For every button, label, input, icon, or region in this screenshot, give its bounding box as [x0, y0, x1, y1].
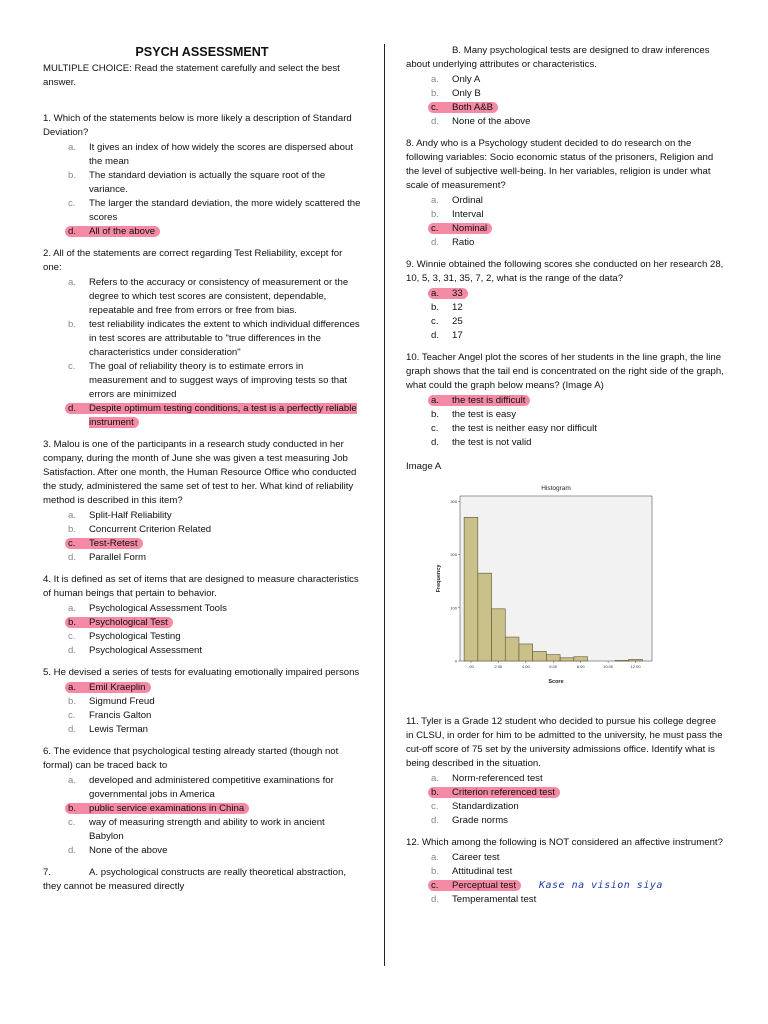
question [406, 351, 726, 450]
option-letter: b. [431, 209, 440, 220]
option-letter: d. [431, 437, 440, 448]
option-letter: d. [68, 724, 77, 735]
x-tick-label: 12.00 [630, 664, 641, 669]
question-text: 8. Andy who is a Psychology student decided to do research on the following variables: Socio economic status of the prisoners, Religion and the level of subjective well-being. In her variables, religion is under what scale of measurement? [406, 138, 714, 191]
answer-option [43, 197, 361, 225]
answer-option [43, 602, 361, 616]
option-text: Attitudinal test [452, 866, 513, 877]
x-tick-label: 10.00 [603, 664, 614, 669]
x-tick-label: .00 [468, 664, 474, 669]
histogram-bar [505, 637, 519, 661]
answer-option [43, 141, 361, 169]
option-letter: a. [431, 74, 440, 85]
answer-options [43, 509, 361, 565]
answer-option [43, 816, 361, 844]
option-letter: a. [68, 142, 77, 153]
option-text: Psychological Assessment [89, 645, 203, 656]
option-letter: a. [431, 395, 440, 406]
option-letter: a. [431, 852, 440, 863]
option-text: the test is not valid [452, 437, 532, 448]
option-letter: c. [431, 102, 439, 113]
answer-highlight [428, 395, 530, 406]
question-text: 9. Winnie obtained the following scores she conducted on her research 28, 10, 5, 3, 31, 35, 7, 2, what is the range of the data? [406, 259, 724, 284]
histogram-bar [519, 644, 533, 661]
option-text: Standardization [452, 801, 519, 812]
option-letter: d. [68, 226, 77, 237]
answer-option [406, 865, 726, 879]
highlighted-answer: Psychological Test [89, 617, 168, 628]
option-letter: d. [68, 845, 77, 856]
question-7-b: B. Many psychological tests are designed to draw inferences about underlying attributes or characteristics. [406, 45, 710, 70]
option-text: Psychological Assessment Tools [89, 603, 227, 614]
answer-option [406, 315, 726, 329]
option-letter: d. [431, 815, 440, 826]
option-letter: d. [431, 894, 440, 905]
option-text: None of the above [452, 116, 531, 127]
image-label: Image A [406, 461, 442, 472]
option-text: the test is neither easy nor difficult [452, 423, 597, 434]
answer-options [43, 141, 361, 239]
answer-options [406, 287, 726, 343]
answer-option [406, 772, 726, 786]
x-tick-label: 6.00 [549, 664, 558, 669]
option-letter: a. [68, 510, 77, 521]
option-text: 17 [452, 330, 463, 341]
option-letter: c. [431, 423, 439, 434]
answer-option [406, 800, 726, 814]
option-letter: d. [431, 116, 440, 127]
answer-options [406, 772, 726, 828]
answer-option [406, 194, 726, 208]
instructions: MULTIPLE CHOICE: Read the statement carefully and select the best answer. [43, 63, 340, 88]
option-letter: c. [68, 538, 76, 549]
option-text: test reliability indicates the extent to which individual differences in test scores are attributable to "true differences in the characteristics under consideration" [89, 319, 360, 358]
question-text: 6. The evidence that psychological testing already started (though not formal) can be traced back to [43, 746, 339, 771]
question [43, 247, 361, 430]
question-text: 7. A. psychological constructs are really theoretical abstraction, they cannot be measured directly [43, 867, 347, 892]
answer-options [406, 851, 726, 907]
option-letter: c. [431, 223, 439, 234]
option-text: The goal of reliability theory is to estimate errors in measurement and to suggest ways of improving tests so that errors are minimized [89, 361, 348, 400]
option-text: Norm-referenced test [452, 773, 543, 784]
answer-option [43, 276, 361, 318]
answer-option [406, 408, 726, 422]
y-axis-label: Frequency [436, 564, 442, 593]
answer-option [406, 301, 726, 315]
right-questions [406, 137, 726, 450]
histogram-bar [629, 659, 643, 661]
option-text: Only A [452, 74, 481, 85]
highlighted-answer: the test is difficult [452, 395, 526, 406]
highlighted-answer: All of the above [89, 226, 156, 237]
option-letter: c. [68, 631, 76, 642]
x-tick-label: 8.00 [576, 664, 585, 669]
option-text: Only B [452, 88, 481, 99]
answer-option [43, 509, 361, 523]
option-letter: d. [431, 237, 440, 248]
option-text: Sigmund Freud [89, 696, 155, 707]
option-text: way of measuring strength and ability to work in ancient Babylon [89, 817, 325, 842]
question [43, 666, 361, 737]
highlighted-answer: Criterion referenced test [452, 787, 555, 798]
highlighted-answer: Despite optimum testing conditions, a test is a perfectly reliable instrument [89, 403, 357, 428]
option-text: Francis Galton [89, 710, 152, 721]
answer-option [43, 644, 361, 658]
option-text: Ordinal [452, 195, 483, 206]
answer-option [406, 394, 726, 408]
option-letter: b. [431, 302, 440, 313]
right-column [406, 44, 726, 915]
answer-highlight [65, 682, 151, 693]
option-letter: b. [68, 803, 77, 814]
option-letter: d. [68, 645, 77, 656]
option-letter: c. [68, 817, 76, 828]
option-letter: a. [68, 277, 77, 288]
question [43, 573, 361, 658]
answer-option [406, 101, 726, 115]
highlighted-answer: public service examinations in China [89, 803, 245, 814]
left-questions [43, 112, 361, 858]
option-letter: c. [68, 198, 76, 209]
question [43, 112, 361, 239]
answer-options [43, 602, 361, 658]
question-text: 1. Which of the statements below is more likely a description of Standard Deviation? [43, 113, 352, 138]
histogram-bar [615, 660, 629, 661]
answer-option [43, 402, 361, 430]
option-letter: c. [431, 801, 439, 812]
answer-highlight [65, 226, 160, 237]
answer-highlight [428, 787, 560, 798]
page-title: PSYCH ASSESSMENT [135, 45, 269, 59]
question-text: 3. Malou is one of the participants in a research study conducted in her company, during the month of June she was given a test measuring Job Satisfaction. After one month, the Human Resource Office who conducted the study, administered the same set of test to her. What kind of reliability method is described in this item? [43, 439, 357, 506]
answer-option [406, 422, 726, 436]
answer-option [406, 236, 726, 250]
answer-option [43, 616, 361, 630]
answer-option [43, 169, 361, 197]
answer-option [43, 695, 361, 709]
highlighted-answer: Nominal [452, 223, 488, 234]
option-letter: d. [68, 552, 77, 563]
right-questions-2 [406, 715, 726, 907]
option-letter: b. [431, 866, 440, 877]
answer-option [43, 318, 361, 360]
option-text: Interval [452, 209, 484, 220]
option-text: It gives an index of how widely the scores are dispersed about the mean [89, 142, 353, 167]
answer-highlight [65, 617, 173, 628]
option-letter: b. [68, 524, 77, 535]
option-letter: a. [68, 775, 77, 786]
option-text: Psychological Testing [89, 631, 181, 642]
y-tick-label: 100 [450, 605, 457, 611]
option-text: Parallel Form [89, 552, 147, 563]
option-text: Concurrent Criterion Related [89, 524, 212, 535]
answer-option [43, 844, 361, 858]
question [43, 438, 361, 565]
answer-highlight [65, 538, 143, 549]
histogram-bar [492, 609, 506, 661]
question [406, 836, 726, 907]
answer-option [406, 208, 726, 222]
option-letter: d. [68, 403, 77, 414]
answer-options [406, 394, 726, 450]
y-tick-label: 200 [450, 552, 457, 558]
option-letter: c. [431, 880, 439, 891]
answer-highlight [65, 803, 249, 814]
answer-option [43, 681, 361, 695]
answer-option [406, 287, 726, 301]
x-tick-label: 2.00 [494, 664, 503, 669]
answer-option [43, 802, 361, 816]
option-text: Ratio [452, 237, 475, 248]
answer-option [406, 222, 726, 236]
option-text: Lewis Terman [89, 724, 149, 735]
answer-option [43, 723, 361, 737]
histogram-chart [432, 482, 660, 687]
histogram-bar [574, 657, 588, 661]
histogram-bar [546, 655, 560, 661]
question-text: 2. All of the statements are correct regarding Test Reliability, except for one: [43, 248, 343, 273]
option-letter: b. [68, 617, 77, 628]
option-text: the test is easy [452, 409, 516, 420]
answer-option [43, 225, 361, 239]
option-letter: a. [431, 288, 440, 299]
question-text: 4. It is defined as set of items that are designed to measure characteristics of human beings that pertain to behavior. [43, 574, 359, 599]
answer-option [406, 851, 726, 865]
answer-option [406, 115, 726, 129]
option-text: developed and administered competitive examinations for governmental jobs in America [89, 775, 334, 800]
option-text: Grade norms [452, 815, 508, 826]
answer-option [43, 709, 361, 723]
option-letter: c. [68, 361, 76, 372]
histogram-bar [464, 517, 478, 661]
question-text: 12. Which among the following is NOT considered an affective instrument? [406, 837, 723, 848]
option-text: 12 [452, 302, 463, 313]
answer-option [43, 551, 361, 565]
answer-option [406, 786, 726, 800]
answer-option [43, 523, 361, 537]
highlighted-answer: Emil Kraeplin [89, 682, 146, 693]
question [406, 715, 726, 828]
option-letter: b. [68, 319, 77, 330]
answer-option [406, 87, 726, 101]
option-text: None of the above [89, 845, 168, 856]
answer-option [406, 814, 726, 828]
option-text: Temperamental test [452, 894, 537, 905]
answer-highlight [65, 403, 357, 428]
answer-highlight [428, 102, 498, 113]
answer-option [406, 73, 726, 87]
answer-option [406, 436, 726, 450]
option-text: 25 [452, 316, 463, 327]
answer-options [43, 276, 361, 430]
histogram-bar [560, 658, 574, 661]
answer-option [406, 879, 726, 893]
question-text: 10. Teacher Angel plot the scores of her students in the line graph, the line graph shows that the tail end is concentrated on the right side of the graph, what could the graph below means? (Image A) [406, 352, 724, 391]
option-letter: c. [431, 316, 439, 327]
answer-options [43, 681, 361, 737]
answer-option [406, 329, 726, 343]
option-text: Split-Half Reliability [89, 510, 172, 521]
option-text: Refers to the accuracy or consistency of measurement or the degree to which test scores are consistent, dependable, repeatable and free from errors or free from bias. [89, 277, 349, 316]
answer-option [43, 537, 361, 551]
left-column [43, 44, 361, 895]
answer-highlight [428, 880, 521, 891]
histogram-bar [533, 651, 547, 661]
option-letter: b. [68, 696, 77, 707]
question-7-options [406, 73, 726, 129]
chart-title: Histogram [541, 485, 571, 492]
question [43, 745, 361, 858]
y-tick-label: 0 [454, 658, 457, 664]
highlighted-answer: Test-Retest [89, 538, 138, 549]
highlighted-answer: 33 [452, 288, 463, 299]
question-7 [43, 866, 361, 894]
option-letter: a. [431, 195, 440, 206]
option-letter: a. [68, 603, 77, 614]
answer-option [43, 360, 361, 402]
option-letter: b. [431, 88, 440, 99]
option-letter: c. [68, 710, 76, 721]
y-tick-label: 300 [450, 498, 457, 504]
option-text: Career test [452, 852, 500, 863]
question-text: 5. He devised a series of tests for evaluating emotionally impaired persons [43, 667, 360, 678]
highlighted-answer: Perceptual test [452, 880, 516, 891]
answer-option [406, 893, 726, 907]
option-letter: d. [431, 330, 440, 341]
option-letter: b. [431, 409, 440, 420]
question [406, 137, 726, 250]
histogram-bar [478, 573, 492, 661]
answer-option [43, 774, 361, 802]
option-letter: a. [431, 773, 440, 784]
answer-options [43, 774, 361, 858]
answer-options [406, 194, 726, 250]
handwritten-note: Kase na vision siya [539, 880, 663, 891]
question-text: 11. Tyler is a Grade 12 student who decided to pursue his college degree in CLSU, in order for him to be admitted to the university, he must pass the cut-off score of 75 set by the university admissions office. Identify what is being described in the situation. [406, 716, 723, 769]
option-letter: a. [68, 682, 77, 693]
answer-option [43, 630, 361, 644]
option-letter: b. [431, 787, 440, 798]
question [406, 258, 726, 343]
option-text: The standard deviation is actually the square root of the variance. [89, 170, 326, 195]
x-tick-label: 4.00 [521, 664, 530, 669]
column-divider [384, 44, 385, 966]
option-text: The larger the standard deviation, the more widely scattered the scores [89, 198, 361, 223]
x-axis-label: Score [548, 679, 564, 685]
option-letter: b. [68, 170, 77, 181]
histogram-figure [432, 482, 660, 687]
highlighted-answer: Both A&B [452, 102, 494, 113]
